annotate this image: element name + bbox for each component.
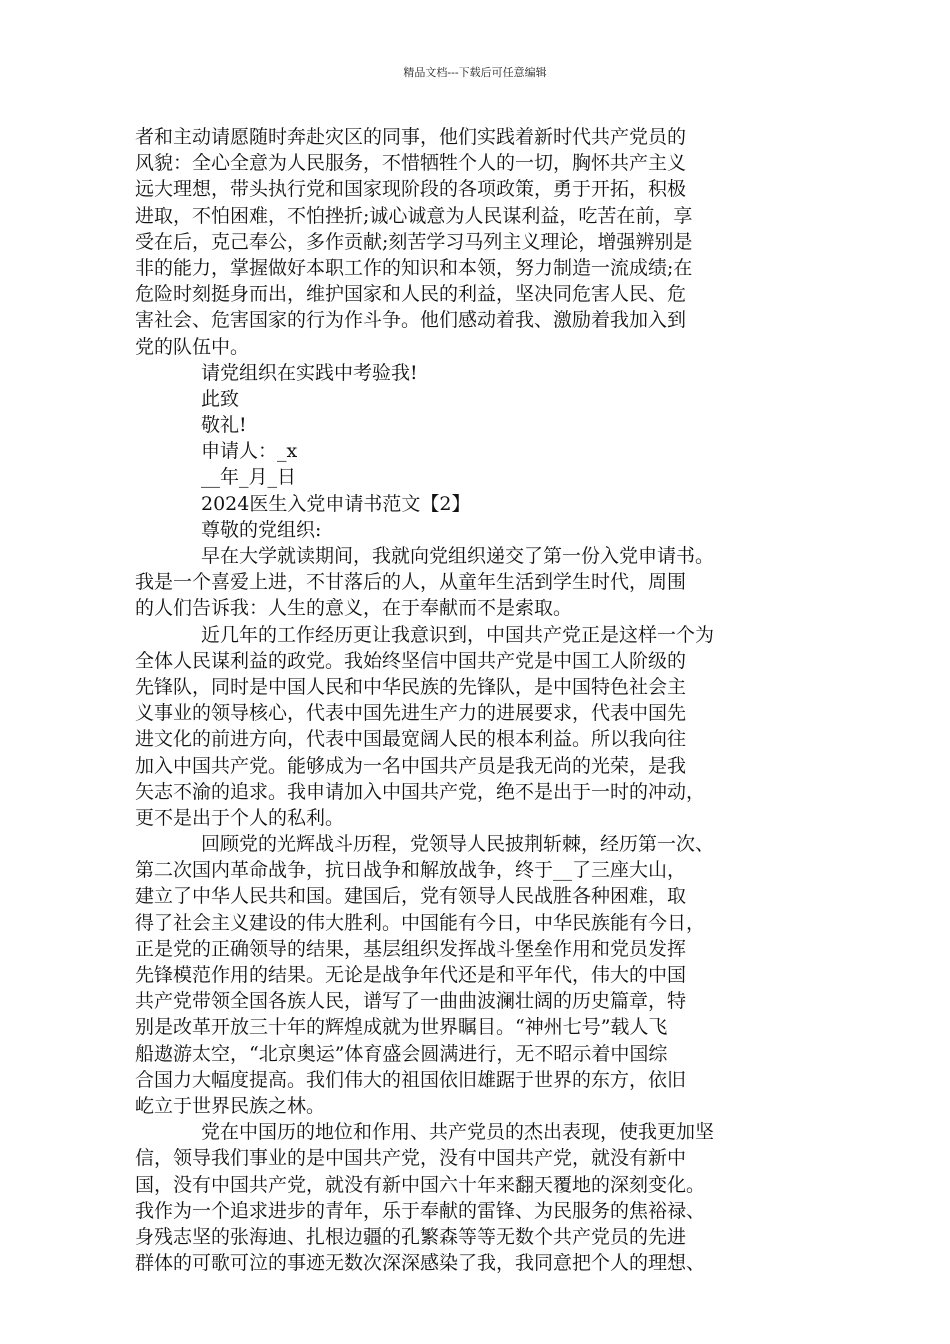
text-line: 群体的可歌可泣的事迹无数次深深感染了我，我同意把个人的理想、 [135, 1252, 706, 1275]
text-line: 矢志不渝的追求。我申请加入中国共产党，绝不是出于一时的冲动， [135, 780, 706, 803]
text-line: __年_月_日 [201, 466, 297, 489]
text-line: 风貌：全心全意为人民服务，不惜牺牲个人的一切，胸怀共产主义 [135, 152, 687, 175]
text-line: 身残志坚的张海迪、扎根边疆的孔繁森等等无数个共产党员的先进 [135, 1225, 687, 1248]
text-line: 尊敬的党组织: [201, 518, 322, 541]
text-line: 近几年的工作经历更让我意识到，中国共产党正是这样一个为 [201, 623, 715, 646]
text-line: 加入中国共产党。能够成为一名中国共产员是我无尚的光荣，是我 [135, 754, 687, 777]
text-line: 共产党带领全国各族人民，谱写了一曲曲波澜壮阔的历史篇章，特 [135, 990, 687, 1013]
text-line: 合国力大幅度提高。我们伟大的祖国依旧雄踞于世界的东方，依旧 [135, 1068, 687, 1091]
text-line: 得了社会主义建设的伟大胜利。中国能有今日，中华民族能有今日， [135, 911, 706, 934]
text-line: 先锋模范作用的结果。无论是战争年代还是和平年代，伟大的中国 [135, 964, 687, 986]
text-line: 申请人：_x [201, 440, 298, 463]
text-line: 屹立于世界民族之林。 [135, 1094, 326, 1117]
text-line: 进文化的前进方向，代表中国最宽阔人民的根本利益。所以我向往 [135, 728, 687, 751]
text-line: 害社会、危害国家的行为作斗争。他们感动着我、激励着我加入到 [135, 309, 687, 332]
text-line: 2024医生入党申请书范文【2】 [201, 492, 471, 515]
text-line: 此致 [201, 387, 240, 410]
text-line: 第二次国内革命战争，抗日战争和解放战争，终于__了三座大山， [135, 859, 687, 882]
text-line: 远大理想，带头执行党和国家现阶段的各项政策，勇于开拓，积极 [135, 178, 687, 201]
text-line: 义事业的领导核心，代表中国先进生产力的进展要求，代表中国先 [135, 702, 687, 725]
text-line: 的人们告诉我：人生的意义，在于奉献而不是索取。 [135, 597, 573, 620]
text-line: 别是改革开放三十年的辉煌成就为世界瞩目。“神州七号”载人飞 [135, 1016, 668, 1039]
text-line: 回顾党的光辉战斗历程，党领导人民披荆斩棘，经历第一次、 [201, 833, 715, 856]
page-header: 精品文档---下载后可任意编辑 [403, 66, 547, 79]
text-line: 党的队伍中。 [135, 335, 250, 358]
text-line: 敬礼! [201, 414, 247, 437]
text-line: 危险时刻挺身而出，维护国家和人民的利益，坚决同危害人民、危 [135, 283, 687, 306]
text-line: 国，没有中国共产党，就没有新中国六十年来翻天覆地的深刻变化。 [135, 1173, 706, 1196]
text-line: 全体人民谋利益的政党。我始终坚信中国共产党是中国工人阶级的 [135, 649, 687, 672]
text-line: 我作为一个追求进步的青年，乐于奉献的雷锋、为民服务的焦裕禄、 [135, 1199, 706, 1222]
text-line: 船遨游太空，“北京奥运”体育盛会圆满进行，无不昭示着中国综 [135, 1042, 668, 1065]
text-line: 正是党的正确领导的结果，基层组织发挥战斗堡垒作用和党员发挥 [135, 937, 687, 960]
text-line: 非的能力，掌握做好本职工作的知识和本领，努力制造一流成绩;在 [135, 256, 693, 279]
text-line: 早在大学就读期间，我就向党组织递交了第一份入党申请书。 [201, 545, 715, 567]
text-line: 建立了中华人民共和国。建国后，党有领导人民战胜各种困难，取 [135, 885, 687, 908]
text-line: 受在后，克己奉公，多作贡献;刻苦学习马列主义理论，增强辨别是 [135, 230, 693, 253]
text-line: 我是一个喜爱上进，不甘落后的人，从童年生活到学生时代，周围 [135, 571, 687, 594]
text-line: 先锋队，同时是中国人民和中华民族的先锋队，是中国特色社会主 [135, 675, 687, 698]
document-body [135, 124, 825, 1276]
text-line: 党在中国历的地位和作用、共产党员的杰出表现，使我更加坚 [201, 1121, 715, 1144]
text-line: 请党组织在实践中考验我! [201, 361, 418, 384]
text-line: 更不是出于个人的私利。 [135, 806, 345, 829]
text-line: 信，领导我们事业的是中国共产党，没有中国共产党，就没有新中 [135, 1147, 687, 1170]
text-line: 者和主动请愿随时奔赴灾区的同事，他们实践着新时代共产党员的 [135, 126, 687, 148]
text-line: 进取，不怕困难，不怕挫折;诚心诚意为人民谋利益，吃苦在前，享 [135, 204, 693, 227]
